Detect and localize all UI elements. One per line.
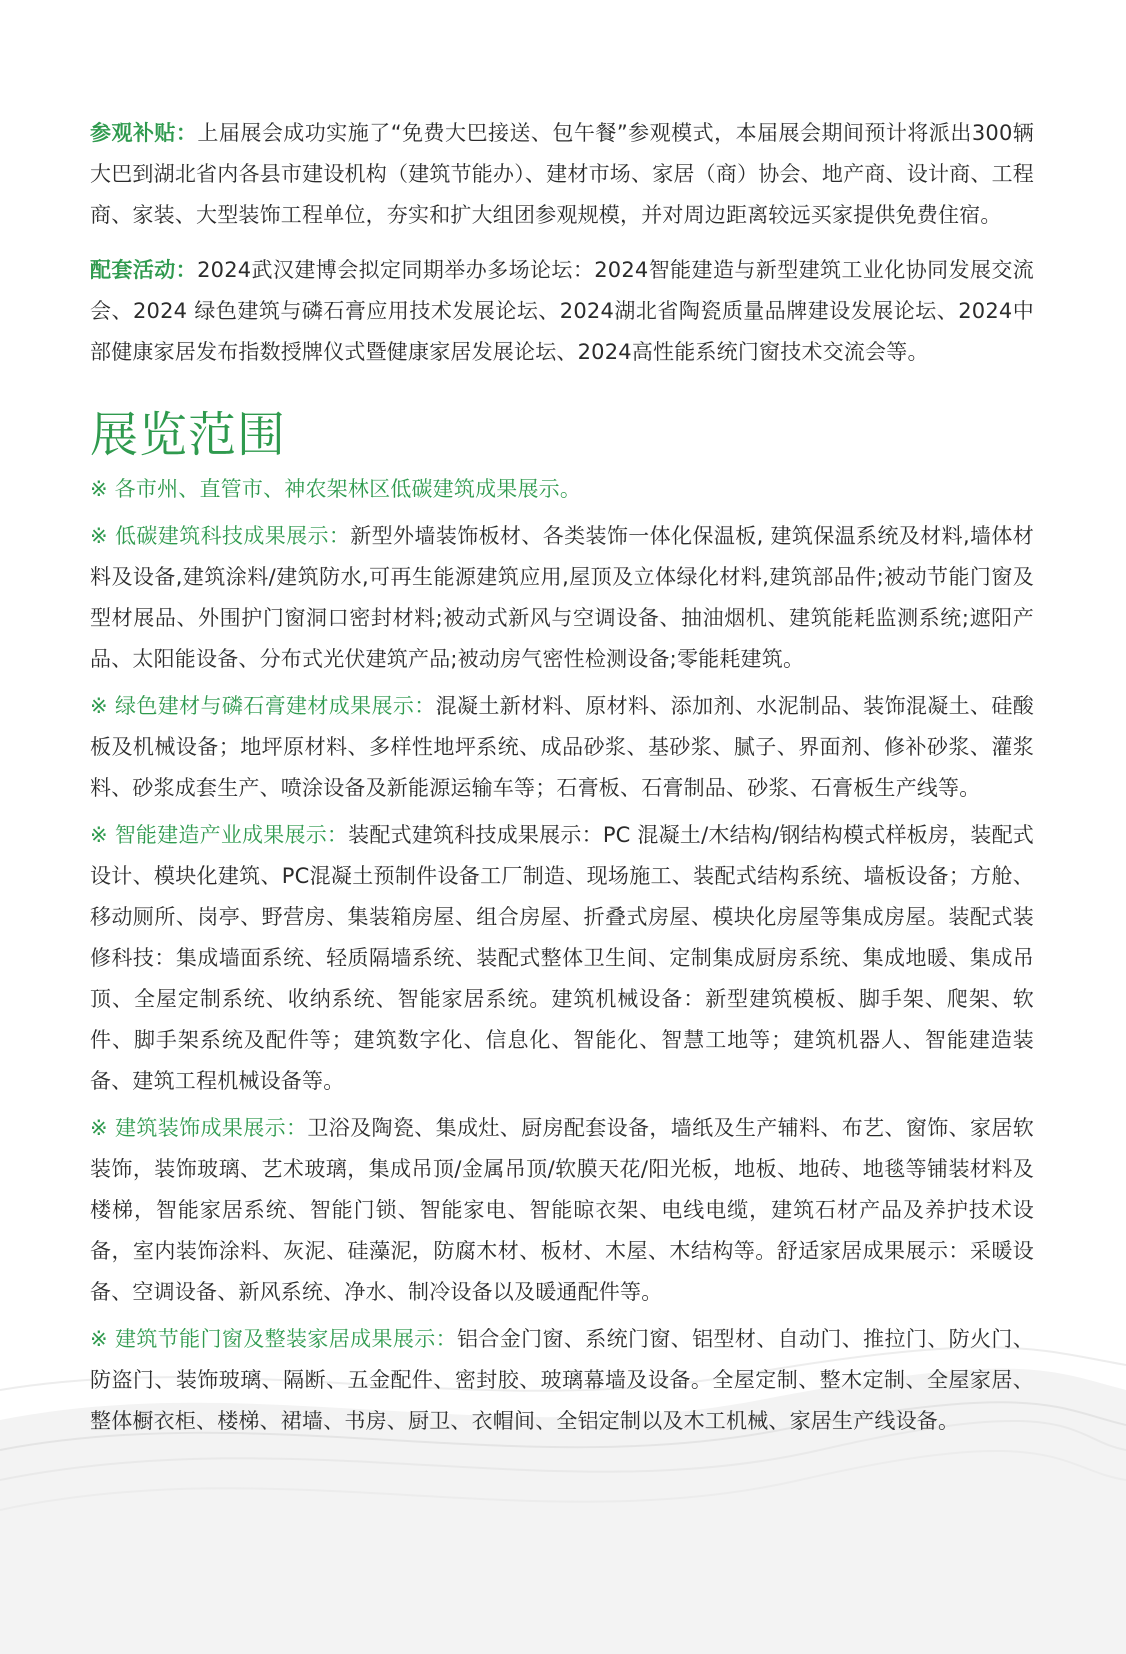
scope-item-label: ※ 建筑装饰成果展示： bbox=[90, 1116, 308, 1140]
supporting-events-label: 配套活动： bbox=[90, 258, 198, 282]
main-content bbox=[90, 113, 1034, 1442]
scope-item-green-materials bbox=[90, 686, 1034, 809]
supporting-events-text: 2024武汉建博会拟定同期举办多场论坛：2024智能建造与新型建筑工业化协同发展交流会、2024 绿色建筑与磷石膏应用技术发展论坛、2024湖北省陶瓷质量品牌建设发展论坛、2024中部健康家居发布指数授牌仪式暨健康家居发展论坛、2024高性能系统门窗技术交流会等。 bbox=[90, 258, 1034, 364]
scope-item-label: ※ 建筑节能门窗及整装家居成果展示： bbox=[90, 1327, 458, 1351]
scope-item-text: 装配式建筑科技成果展示：PC 混凝土/木结构/钢结构模式样板房，装配式设计、模块化建筑、PC混凝土预制件设备工厂制造、现场施工、装配式结构系统、墙板设备；方舱、移动厕所、岗亭、野营房、集装箱房屋、组合房屋、折叠式房屋、模块化房屋等集成房屋。装配式装修科技：集成墙面系统、轻质隔墙系统、装配式整体卫生间、定制集成厨房系统、集成地暖、集成吊顶、全屋定制系统、收纳系统、智能家居系统。建筑机械设备：新型建筑模板、脚手架、爬架、软件、脚手架系统及配件等；建筑数字化、信息化、智能化、智慧工地等；建筑机器人、智能建造装备、建筑工程机械设备等。 bbox=[90, 823, 1034, 1093]
scope-item-text: 卫浴及陶瓷、集成灶、厨房配套设备，墙纸及生产辅料、布艺、窗饰、家居软装饰，装饰玻璃、艺术玻璃，集成吊顶/金属吊顶/软膜天花/阳光板，地板、地砖、地毯等铺装材料及楼梯，智能家居系统、智能门锁、智能家电、智能晾衣架、电线电缆，建筑石材产品及养护技术设备，室内装饰涂料、灰泥、硅藻泥，防腐木材、板材、木屋、木结构等。舒适家居成果展示：采暖设备、空调设备、新风系统、净水、制冷设备以及暖通配件等。 bbox=[90, 1116, 1034, 1304]
scope-item-decoration bbox=[90, 1108, 1034, 1313]
scope-item-label: ※ 低碳建筑科技成果展示： bbox=[90, 524, 351, 548]
visit-subsidy-text: 上届展会成功实施了“免费大巴接送、包午餐”参观模式，本届展会期间预计将派出300辆大巴到湖北省内各县市建设机构（建筑节能办）、建材市场、家居（商）协会、地产商、设计商、工程商、家装、大型装饰工程单位，夯实和扩大组团参观规模，并对周边距离较远买家提供免费住宿。 bbox=[90, 121, 1034, 227]
scope-item-label: ※ 智能建造产业成果展示： bbox=[90, 823, 349, 847]
supporting-events-paragraph bbox=[90, 250, 1034, 373]
scope-item-text: 混凝土新材料、原材料、添加剂、水泥制品、装饰混凝土、硅酸板及机械设备；地坪原材料、多样性地坪系统、成品砂浆、基砂浆、腻子、界面剂、修补砂浆、灌浆料、砂浆成套生产、喷涂设备及新能源运输车等；石膏板、石膏制品、砂浆、石膏板生产线等。 bbox=[90, 694, 1034, 800]
scope-item-text: 铝合金门窗、系统门窗、铝型材、自动门、推拉门、防火门、防盗门、装饰玻璃、隔断、五金配件、密封胶、玻璃幕墙及设备。全屋定制、整木定制、全屋家居、整体橱衣柜、楼梯、裙墙、书房、厨卫、衣帽间、全铝定制以及木工机械、家居生产线设备。 bbox=[90, 1327, 1034, 1433]
scope-item-smart-construction bbox=[90, 815, 1034, 1102]
scope-item-text: 新型外墙装饰板材、各类装饰一体化保温板, 建筑保温系统及材料,墙体材料及设备,建筑涂料/建筑防水,可再生能源建筑应用,屋顶及立体绿化材料,建筑部品件;被动节能门窗及型材展品、外围护门窗洞口密封材料;被动式新风与空调设备、抽油烟机、建筑能耗监测系统;遮阳产品、太阳能设备、分布式光伏建筑产品;被动房气密性检测设备;零能耗建筑。 bbox=[90, 524, 1035, 671]
exhibition-scope-title: 展览范围 bbox=[90, 407, 287, 463]
scope-item-regional bbox=[90, 469, 1034, 510]
scope-item-low-carbon bbox=[90, 516, 1034, 680]
visit-subsidy-paragraph bbox=[90, 113, 1034, 236]
scope-item-doors-windows bbox=[90, 1319, 1034, 1442]
visit-subsidy-label: 参观补贴： bbox=[90, 121, 198, 145]
scope-item-label: ※ 各市州、直管市、神农架林区低碳建筑成果展示。 bbox=[90, 477, 582, 501]
scope-item-label: ※ 绿色建材与磷石膏建材成果展示： bbox=[90, 694, 436, 718]
